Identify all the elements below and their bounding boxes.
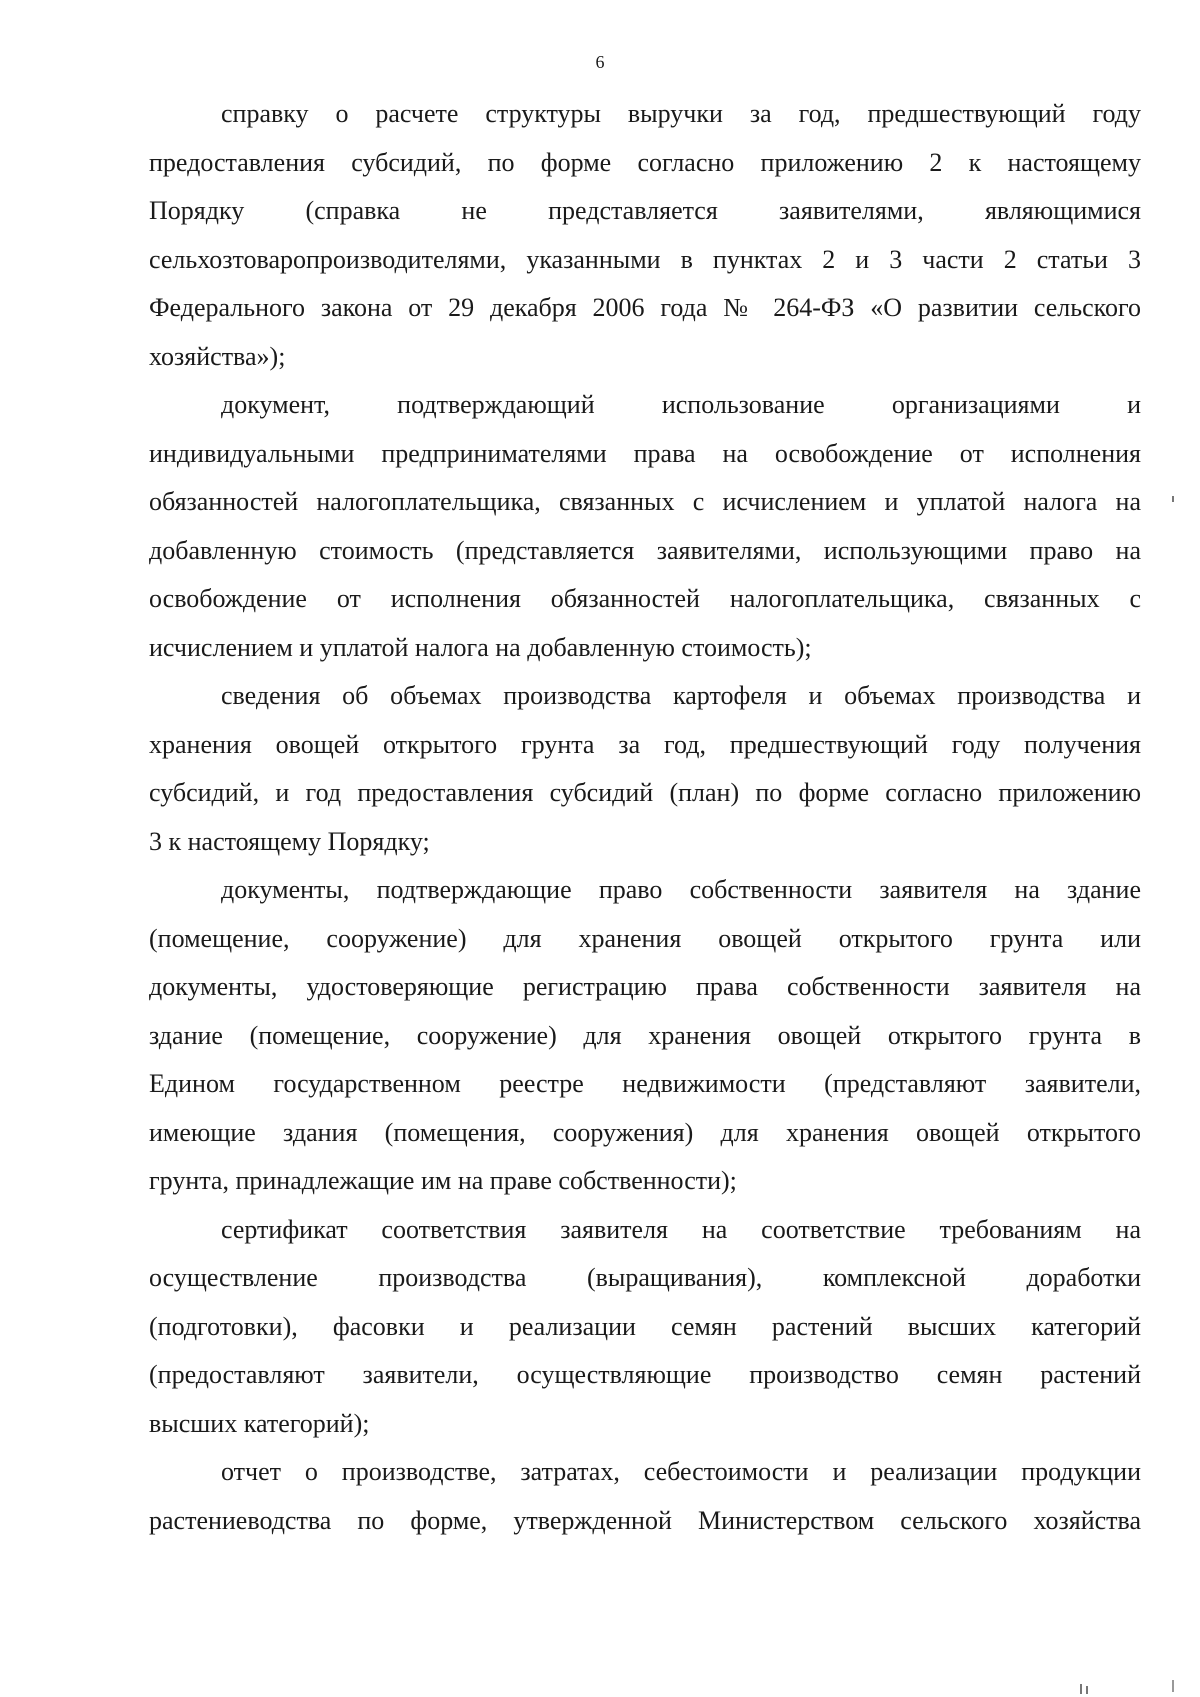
text-line: растениеводства по форме, утвержденной Министерством сельского хозяйства xyxy=(149,1505,1141,1535)
paragraph-revenue-structure-certificate xyxy=(149,90,1141,381)
scan-artifact xyxy=(1172,496,1174,502)
document-body xyxy=(149,90,1141,1545)
text-line: индивидуальными предпринимателями права на освобождение от исполнения xyxy=(149,438,1141,468)
text-line: сертификат соответствия заявителя на соответствие требованиям на xyxy=(221,1214,1141,1244)
text-line: сведения об объемах производства картофеля и объемах производства и xyxy=(221,681,1141,710)
text-line: осуществление производства (выращивания), комплексной доработки xyxy=(149,1263,1141,1292)
text-line: здание (помещение, сооружение) для хранения овощей открытого грунта в xyxy=(149,1020,1141,1050)
text-line: высших категорий); xyxy=(149,1408,370,1438)
text-line: (помещение, сооружение) для хранения овощей открытого грунта или xyxy=(149,923,1141,953)
text-line: Федерального закона от 29 декабря 2006 года № 264-ФЗ «О развитии сельского xyxy=(149,293,1141,322)
paragraph-production-volumes xyxy=(149,672,1141,866)
text-line: документ, подтверждающий использование организациями и xyxy=(221,390,1141,419)
scan-artifact xyxy=(1172,1680,1174,1692)
text-line: предоставления субсидий, по форме согласно приложению 2 к настоящему xyxy=(149,147,1141,177)
text-line: Порядку (справка не представляется заявителями, являющимися xyxy=(149,196,1141,225)
text-line: (предоставляют заявители, осуществляющие производство семян растений xyxy=(149,1360,1141,1389)
text-line: сельхозтоваропроизводителями, указанными в пунктах 2 и 3 части 2 статьи 3 xyxy=(149,244,1141,274)
text-line: документы, удостоверяющие регистрацию права собственности заявителя на xyxy=(149,972,1141,1001)
scan-artifact xyxy=(1086,1686,1088,1694)
scan-artifact xyxy=(1080,1684,1082,1694)
text-line: Едином государственном реестре недвижимости (представляют заявители, xyxy=(149,1069,1141,1098)
text-line: обязанностей налогоплательщика, связанных с исчислением и уплатой налога на xyxy=(149,487,1141,516)
text-line: грунта, принадлежащие им на праве собственности); xyxy=(149,1166,737,1195)
text-line: имеющие здания (помещения, сооружения) для хранения овощей открытого xyxy=(149,1117,1141,1147)
text-line: документы, подтверждающие право собственности заявителя на здание xyxy=(221,875,1141,904)
paragraph-vat-exemption-document xyxy=(149,381,1141,672)
text-line: (подготовки), фасовки и реализации семян растений высших категорий xyxy=(149,1311,1141,1341)
paragraph-ownership-documents xyxy=(149,866,1141,1206)
page-number: 6 xyxy=(595,52,605,72)
text-line: субсидий, и год предоставления субсидий (план) по форме согласно приложению xyxy=(149,778,1141,807)
text-line: 3 к настоящему Порядку; xyxy=(149,826,430,856)
text-line: хозяйства»); xyxy=(149,341,286,371)
text-line: добавленную стоимость (представляется заявителями, использующими право на xyxy=(149,535,1141,565)
paragraph-seed-certificate xyxy=(149,1206,1141,1449)
text-line: отчет о производстве, затратах, себестоимости и реализации продукции xyxy=(221,1457,1141,1486)
text-line: освобождение от исполнения обязанностей налогоплательщика, связанных с xyxy=(149,584,1141,613)
paragraph-production-report xyxy=(149,1448,1141,1545)
text-line: исчислением и уплатой налога на добавленную стоимость); xyxy=(149,632,812,662)
text-line: справку о расчете структуры выручки за год, предшествующий году xyxy=(221,99,1141,128)
text-line: хранения овощей открытого грунта за год, предшествующий году получения xyxy=(149,729,1141,759)
